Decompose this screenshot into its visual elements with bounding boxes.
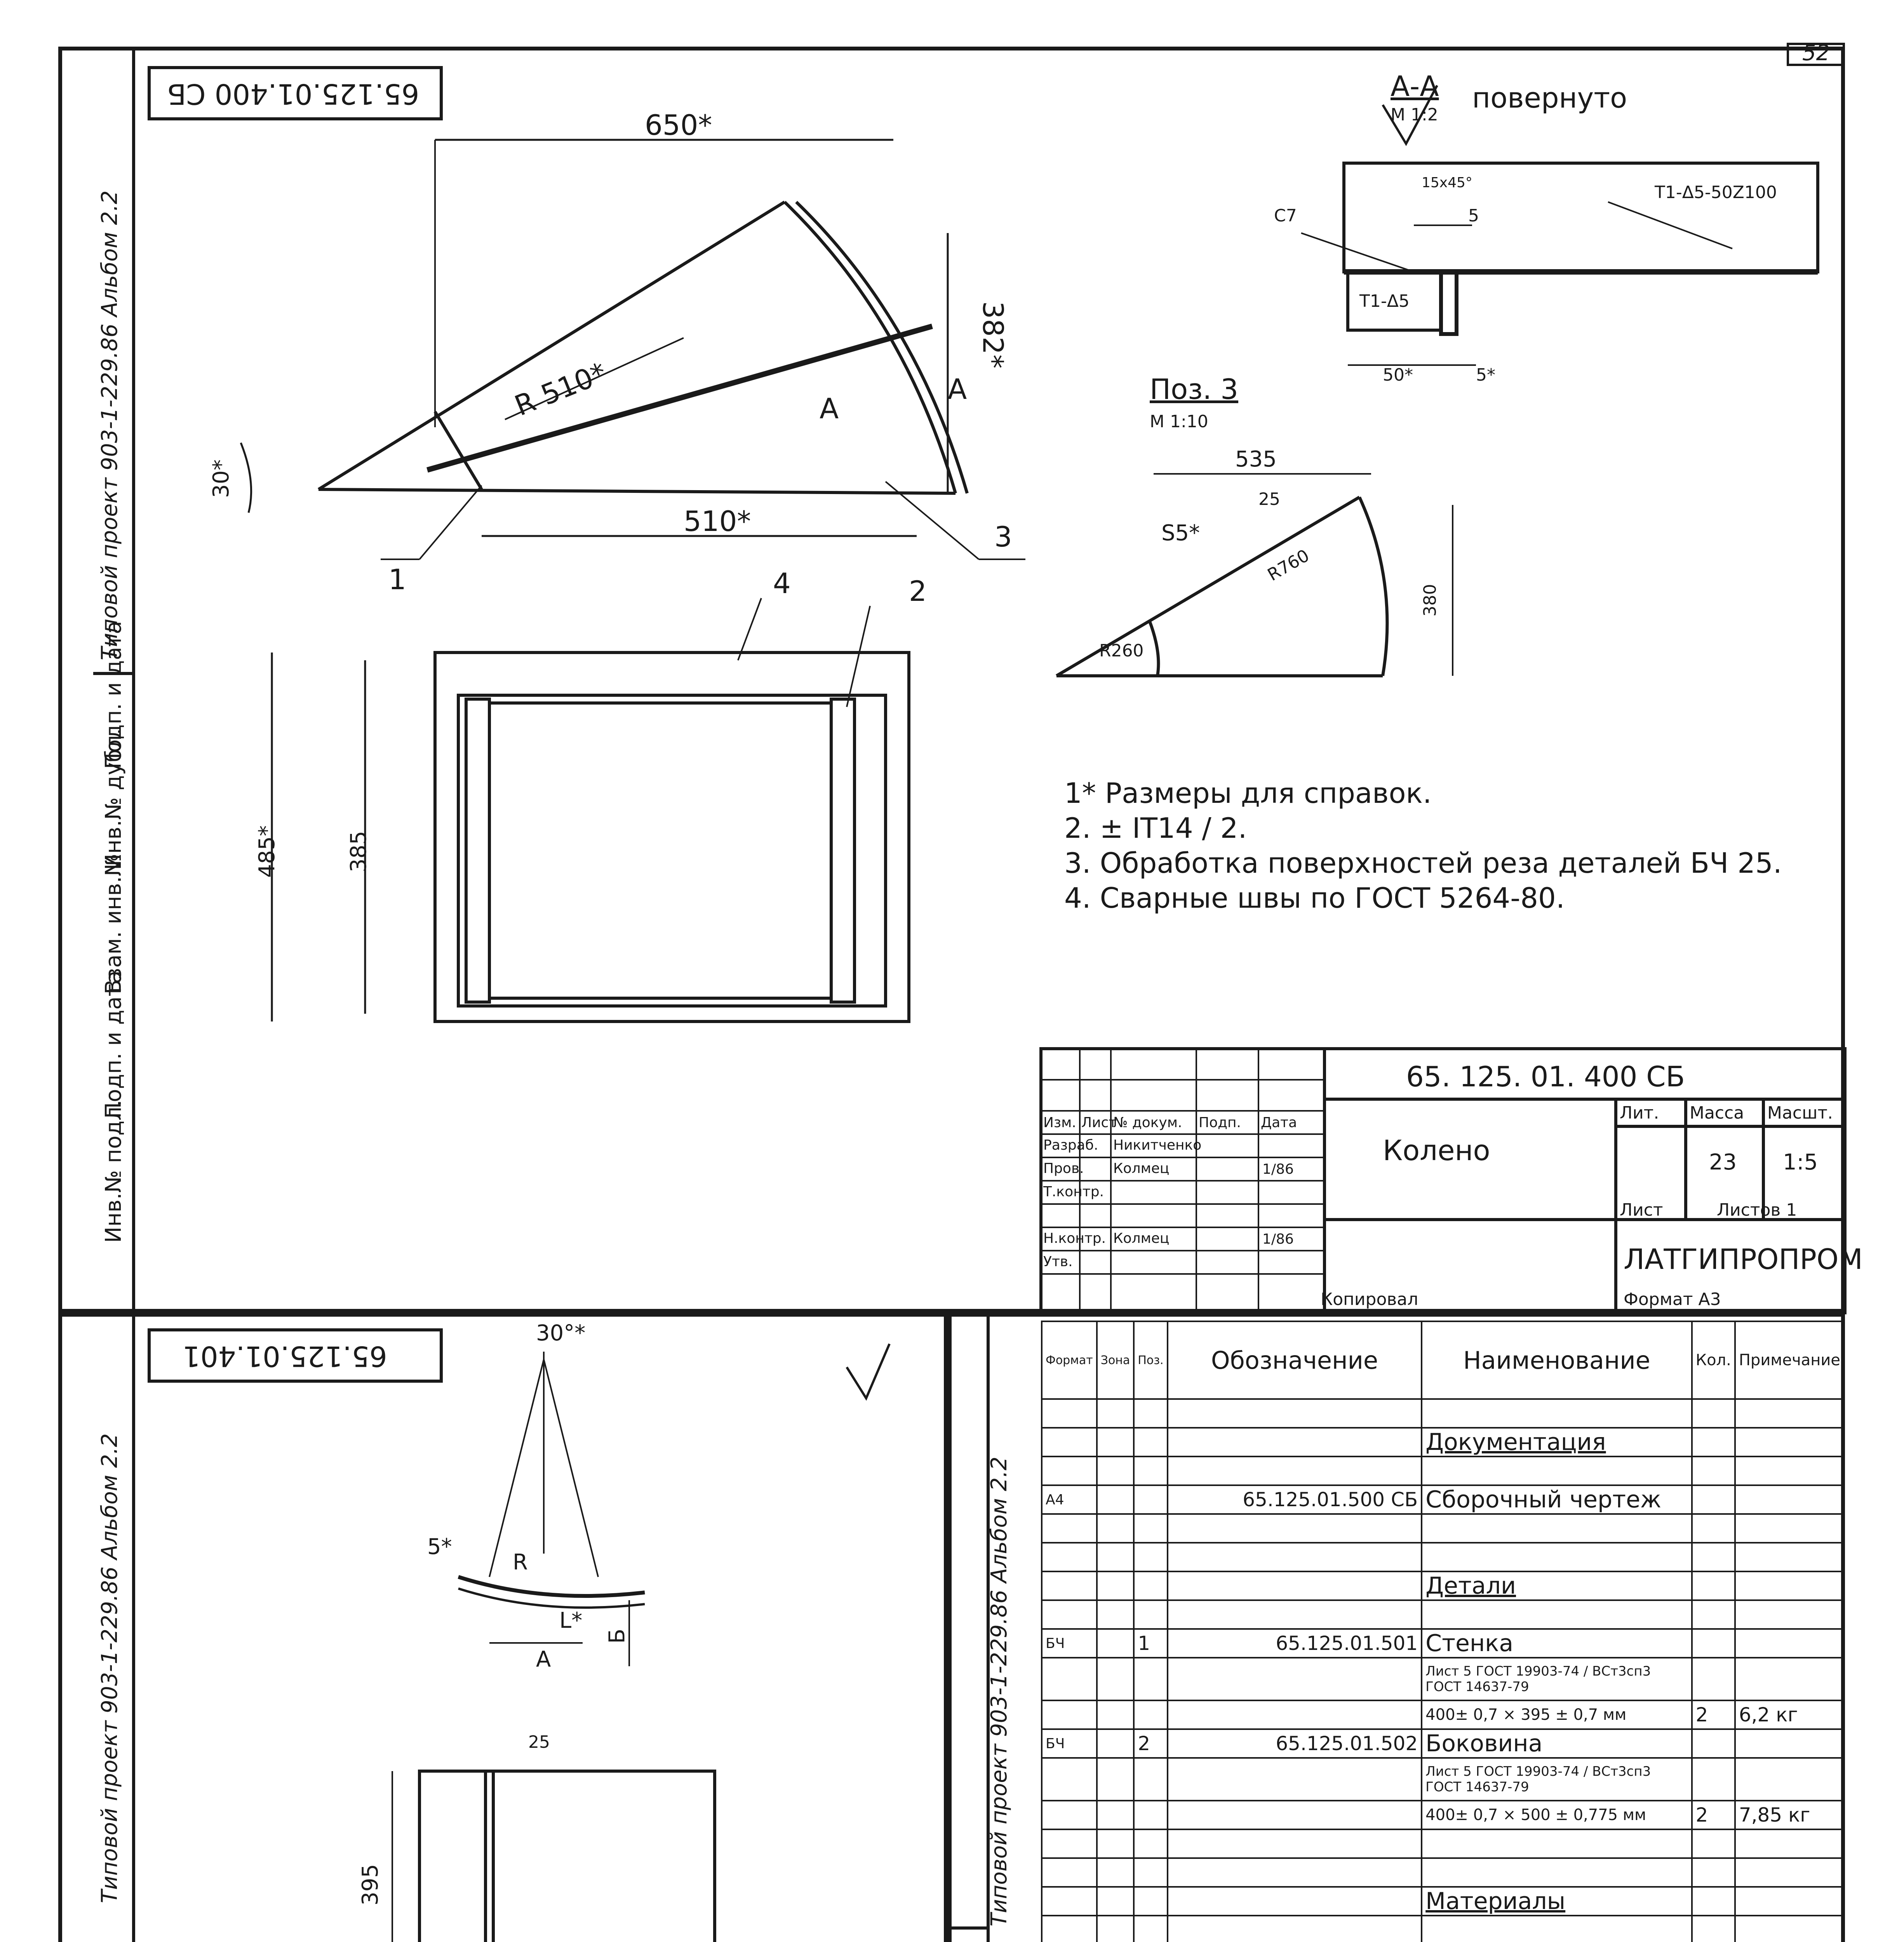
dim-535: 535 <box>1235 447 1277 472</box>
tb1-role: Изм. <box>1043 1115 1076 1131</box>
dim-5s: 5* <box>427 1534 452 1559</box>
spec-material: Лист 5 ГОСТ 19903-74 / ВСт3сп3 ГОСТ 14637-79 <box>1422 1658 1692 1700</box>
spec-qty: 2 <box>1692 1700 1735 1729</box>
dim-650: 650* <box>645 109 712 141</box>
side-stamp-label: Подп. и дата <box>101 970 126 1119</box>
spec-code: 65.125.01.501 <box>1168 1629 1422 1658</box>
tb1-person-name: Колмец <box>1113 1230 1170 1246</box>
tb1-lit: Лит. <box>1620 1103 1659 1123</box>
spec-pos: 1 <box>1134 1629 1167 1658</box>
dim-5s: 5* <box>1476 365 1495 385</box>
tb1-scale: 1:5 <box>1783 1150 1818 1175</box>
tb1-person-role: Н.контр. <box>1043 1230 1106 1246</box>
weld-t1-long: Т1-Δ5-50Z100 <box>1655 183 1777 202</box>
spec-fmt: БЧ <box>1042 1629 1097 1658</box>
dim-s5: S5* <box>1161 520 1200 546</box>
dim-angle-30: 30* <box>209 459 234 498</box>
tb1-scale-label: Масшт. <box>1767 1103 1833 1123</box>
roughness-25: 25 <box>528 1732 550 1752</box>
tb1-role: Дата <box>1261 1115 1297 1131</box>
section-note: повернуто <box>1472 82 1627 114</box>
side-stamp-label: Инв.№ подл. <box>101 1100 126 1243</box>
section-scale: М 1:2 <box>1391 105 1438 125</box>
dim-r760: R760 <box>1264 545 1313 585</box>
spec-qty: 2 <box>1692 1801 1735 1829</box>
roughness-25: 25 <box>1258 489 1280 509</box>
th: Наименование <box>1422 1321 1692 1399</box>
spec-section: Документация <box>1422 1428 1692 1456</box>
tb1-date: 1/86 <box>1262 1231 1294 1247</box>
spec-fmt: БЧ <box>1042 1729 1097 1758</box>
pos3-title: Поз. 3 <box>1150 373 1239 405</box>
th: Формат <box>1042 1321 1097 1399</box>
callout-3: 3 <box>994 520 1012 553</box>
dim-b: Б <box>604 1629 630 1644</box>
page-number: 52 <box>1802 40 1830 66</box>
spec-size: 400± 0,7 × 395 ± 0,7 мм <box>1422 1700 1692 1729</box>
spec-pos: 2 <box>1134 1729 1167 1758</box>
spec-name: Боковина <box>1422 1729 1692 1758</box>
side-stamp-label: Инв.№ дубл. <box>101 728 126 870</box>
weld-c7: С7 <box>1274 206 1297 226</box>
spec-name: Стенка <box>1422 1629 1692 1658</box>
album-label-sheet2: Типовой проект 903-1-229.86 Альбом 2.2 <box>97 1433 122 1903</box>
note-3: 3. Обработка поверхностей реза деталей БЧ 25. <box>1064 847 1782 879</box>
album-label-sheet3: Типовой проект 903-1-229.86 Альбом 2.2 <box>987 1456 1012 1926</box>
spec-material: Лист 5 ГОСТ 19903-74 / ВСт3сп3 ГОСТ 14637-79 <box>1422 1758 1692 1801</box>
sheet2-code-mirrored: 65.125.01.401 <box>183 1340 387 1373</box>
dim-angle-30: 30°* <box>536 1321 586 1346</box>
tb1-person-role: Разраб. <box>1043 1137 1098 1153</box>
dim-chamfer: 15x45° <box>1422 175 1472 191</box>
spec-code: 65.125.01.502 <box>1168 1729 1422 1758</box>
note-1: 1* Размеры для справок. <box>1064 777 1432 809</box>
dim-395: 395 <box>357 1864 383 1905</box>
th: Примечание <box>1735 1321 1844 1399</box>
tb1-format: Формат А3 <box>1624 1289 1721 1309</box>
callout-2: 2 <box>909 575 927 607</box>
weld-t1: Т1-Δ5 <box>1359 291 1410 311</box>
tb1-person-role: Утв. <box>1043 1254 1073 1270</box>
tb1-role: Подп. <box>1199 1115 1241 1131</box>
spec-fmt: А4 <box>1042 1485 1097 1514</box>
dim-a: A <box>536 1647 551 1672</box>
dim-50: 50* <box>1383 365 1413 385</box>
side-stamp-label: Подп. и дата <box>101 621 126 769</box>
note-4: 4. Сварные швы по ГОСТ 5264-80. <box>1064 882 1565 914</box>
spec-code: 65.125.01.500 СБ <box>1168 1485 1422 1514</box>
pos3-scale: М 1:10 <box>1150 412 1208 432</box>
tb1-role: Лист <box>1081 1115 1117 1131</box>
tb1-mass-label: Масса <box>1690 1103 1744 1123</box>
sheet1-code-mirrored: 65.125.01.400 СБ <box>167 78 419 110</box>
dim-r260: R260 <box>1099 641 1144 661</box>
tb1-sheet: Лист <box>1620 1200 1663 1220</box>
spec-name: Сборочный чертеж <box>1422 1485 1692 1514</box>
tb1-org: ЛАТГИПРОПРОМ <box>1624 1243 1863 1276</box>
dim-385: 385 <box>346 831 371 872</box>
th: Кол. <box>1692 1321 1735 1399</box>
dim-510: 510* <box>684 505 751 538</box>
section-title: А-А <box>1391 70 1439 103</box>
tb1-date: 1/86 <box>1262 1161 1294 1177</box>
dim-380: 380 <box>1420 584 1440 617</box>
dim-382: 382* <box>976 301 1009 369</box>
note-2: 2. ± IT14 / 2. <box>1064 812 1247 844</box>
side-stamp-label: Взам. инв.№ <box>101 853 126 994</box>
dim-r: R <box>513 1550 528 1575</box>
spec-section: Материалы <box>1422 1887 1692 1916</box>
album-label-sheet1: Типовой проект 903-1-229.86 Альбом 2.2 <box>97 190 122 660</box>
callout-4: 4 <box>773 567 791 600</box>
spec-section: Детали <box>1422 1571 1692 1600</box>
tb1-person-role: Т.контр. <box>1043 1184 1104 1200</box>
tb1-role: № докум. <box>1113 1115 1182 1131</box>
dim-r510: R 510* <box>510 356 611 423</box>
dim-l: L* <box>559 1608 583 1633</box>
tb1-mass: 23 <box>1709 1150 1737 1175</box>
th: Обозначение <box>1168 1321 1422 1399</box>
section-marker-a: А <box>948 373 967 405</box>
tb1-person-name: Никитченко <box>1113 1137 1202 1153</box>
th: Зона <box>1097 1321 1134 1399</box>
spec-size: 400± 0,7 × 500 ± 0,775 мм <box>1422 1801 1692 1829</box>
tb1-person-role: Пров. <box>1043 1161 1084 1176</box>
spec-note: 6,2 кг <box>1735 1700 1844 1729</box>
sheet1-title-code: 65. 125. 01. 400 СБ <box>1406 1060 1685 1093</box>
dim-5: 5 <box>1468 206 1479 226</box>
tb1-person-name: Колмец <box>1113 1161 1170 1176</box>
callout-1: 1 <box>388 563 406 596</box>
tb1-sheets: Листов 1 <box>1717 1200 1797 1220</box>
sheet1-title-name: Колено <box>1383 1134 1490 1167</box>
section-marker-a: А <box>820 392 839 425</box>
tb1-copied: Копировал <box>1321 1289 1418 1309</box>
spec-note: 7,85 кг <box>1735 1801 1844 1829</box>
th: Поз. <box>1134 1321 1167 1399</box>
dim-485: 485* <box>254 825 280 878</box>
